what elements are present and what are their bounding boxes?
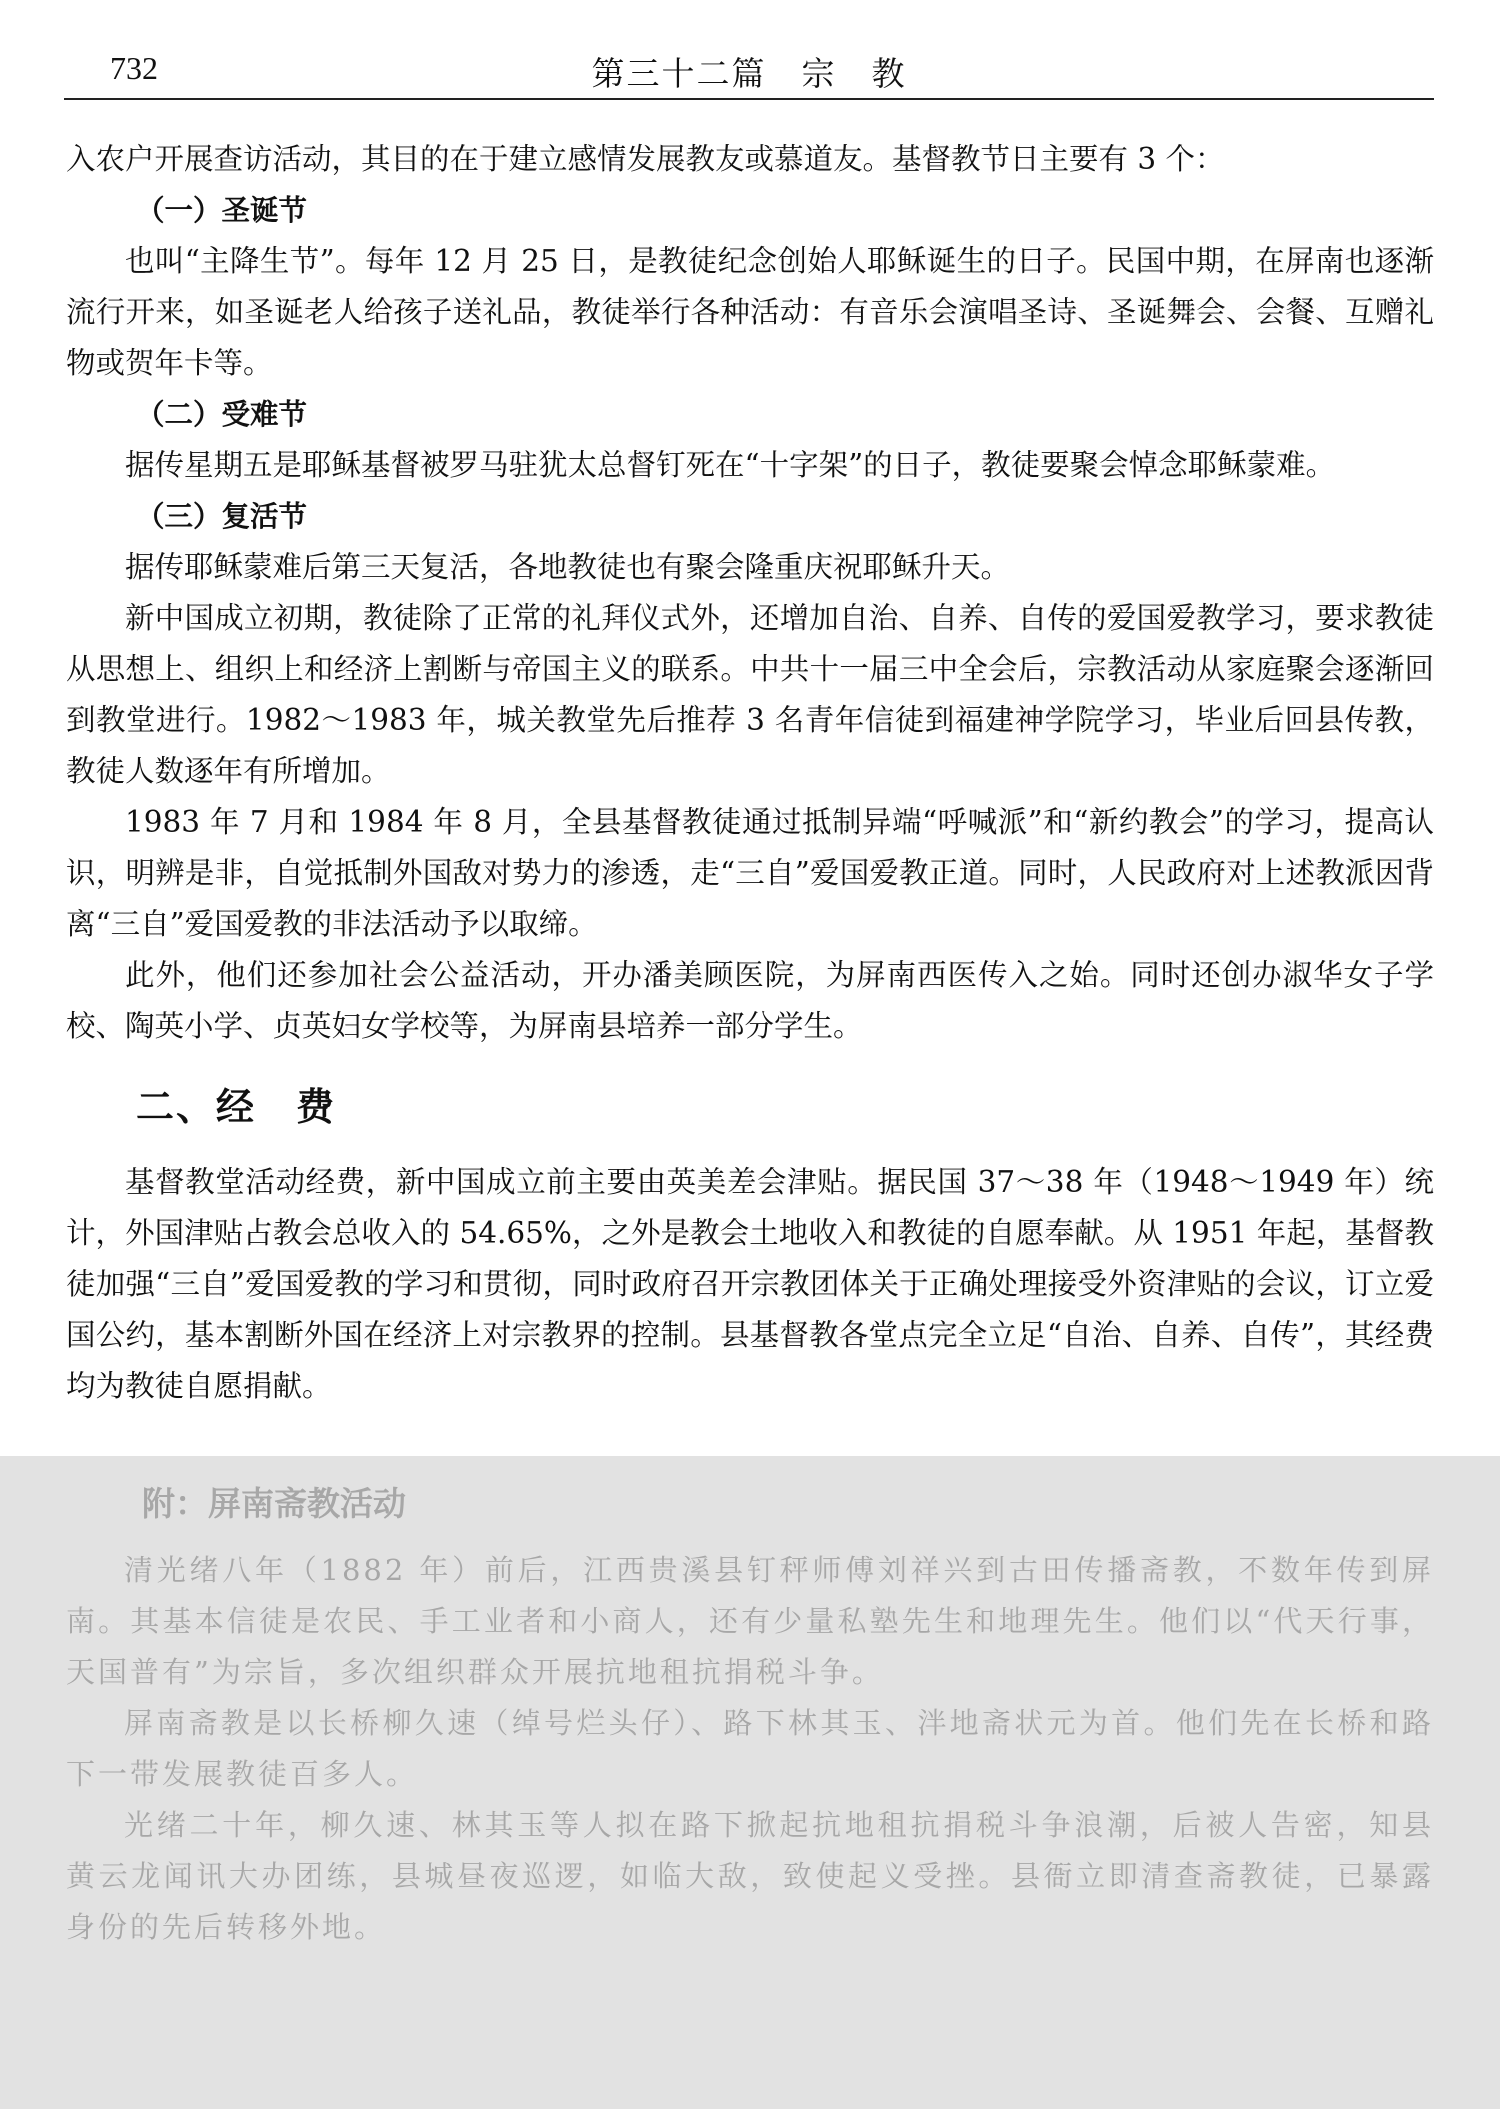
appendix-title: 附：屏南斋教活动 — [142, 1484, 406, 1523]
appendix-paragraph: 屏南斋教是以长桥柳久速（绰号烂头仔）、路下林其玉、泮地斋状元为首。他们先在长桥和路下一带发展教徒百多人。 — [66, 1706, 1434, 1791]
appendix-box — [0, 1456, 1500, 2109]
body-paragraph: 新中国成立初期，教徒除了正常的礼拜仪式外，还增加自治、自养、自传的爱国爱教学习，要求教徒从思想上、组织上和经济上割断与帝国主义的联系。中共十一届三中全会后，宗教活动从家庭聚会逐渐回到教堂进行。1982～1983 年，城关教堂先后推荐 3 名青年信徒到福建神学院学习，毕业后回县传教，教徒人数逐年有所增加。 — [66, 601, 1434, 788]
appendix-content — [66, 1478, 1434, 1953]
body-paragraph: 1983 年 7 月和 1984 年 8 月，全县基督教徒通过抵制异端“呼喊派”和“新约教会”的学习，提高认识，明辨是非，自觉抵制外国敌对势力的渗透，走“三自”爱国爱教正道。同时，人民政府对上述教派因背离“三自”爱国爱教的非法活动予以取缔。 — [66, 805, 1434, 941]
intro-paragraph: 入农户开展查访活动，其目的在于建立感情发展教友或慕道友。基督教节日主要有 3 个： — [66, 142, 1225, 176]
festival-heading-good-friday: （二）受难节 — [136, 398, 308, 431]
festival-heading-christmas: （一）圣诞节 — [136, 194, 308, 227]
body-paragraph: 此外，他们还参加社会公益活动，开办潘美顾医院，为屏南西医传入之始。同时还创办淑华女子学校、陶英小学、贞英妇女学校等，为屏南县培养一部分学生。 — [66, 958, 1434, 1043]
appendix-paragraph: 光绪二十年，柳久速、林其玉等人拟在路下掀起抗地租抗捐税斗争浪潮，后被人告密，知县黄云龙闻讯大办团练，县城昼夜巡逻，如临大敌，致使起义受挫。县衙立即清查斋教徒，已暴露身份的先后转移外地。 — [66, 1808, 1434, 1944]
section-heading-funding: 二、经 费 — [136, 1085, 337, 1129]
festival-text-easter: 据传耶稣蒙难后第三天复活，各地教徒也有聚会隆重庆祝耶稣升天。 — [125, 550, 1011, 584]
festival-heading-easter: （三）复活节 — [136, 500, 308, 533]
appendix-paragraph: 清光绪八年（1882 年）前后，江西贵溪县钉秤师傅刘祥兴到古田传播斋教，不数年传到屏南。其基本信徒是农民、手工业者和小商人，还有少量私塾先生和地理先生。他们以“代天行事，天国普有”为宗旨，多次组织群众开展抗地租抗捐税斗争。 — [66, 1553, 1434, 1689]
page-number: 732 — [110, 50, 158, 86]
festival-text-good-friday: 据传星期五是耶稣基督被罗马驻犹太总督钉死在“十字架”的日子，教徒要聚会悼念耶稣蒙难。 — [125, 448, 1336, 482]
main-content — [66, 134, 1434, 1412]
festival-text-christmas: 也叫“主降生节”。每年 12 月 25 日，是教徒纪念创始人耶稣诞生的日子。民国中期，在屏南也逐渐流行开来，如圣诞老人给孩子送礼品，教徒举行各种活动：有音乐会演唱圣诗、圣诞舞会、会餐、互赠礼物或贺年卡等。 — [66, 244, 1434, 380]
funding-paragraph: 基督教堂活动经费，新中国成立前主要由英美差会津贴。据民国 37～38 年（1948～1949 年）统计，外国津贴占教会总收入的 54.65%，之外是教会土地收入和教徒的自愿奉献。从 1951 年起，基督教徒加强“三自”爱国爱教的学习和贯彻，同时政府召开宗教团体关于正确处理接受外资津贴的会议，订立爱国公约，基本割断外国在经济上对宗教界的控制。县基督教各堂点完全立足“自治、自养、自传”，其经费均为教徒自愿捐献。 — [66, 1165, 1434, 1403]
running-title: 第三十二篇 宗 教 — [591, 54, 907, 93]
page-header — [64, 40, 1434, 100]
